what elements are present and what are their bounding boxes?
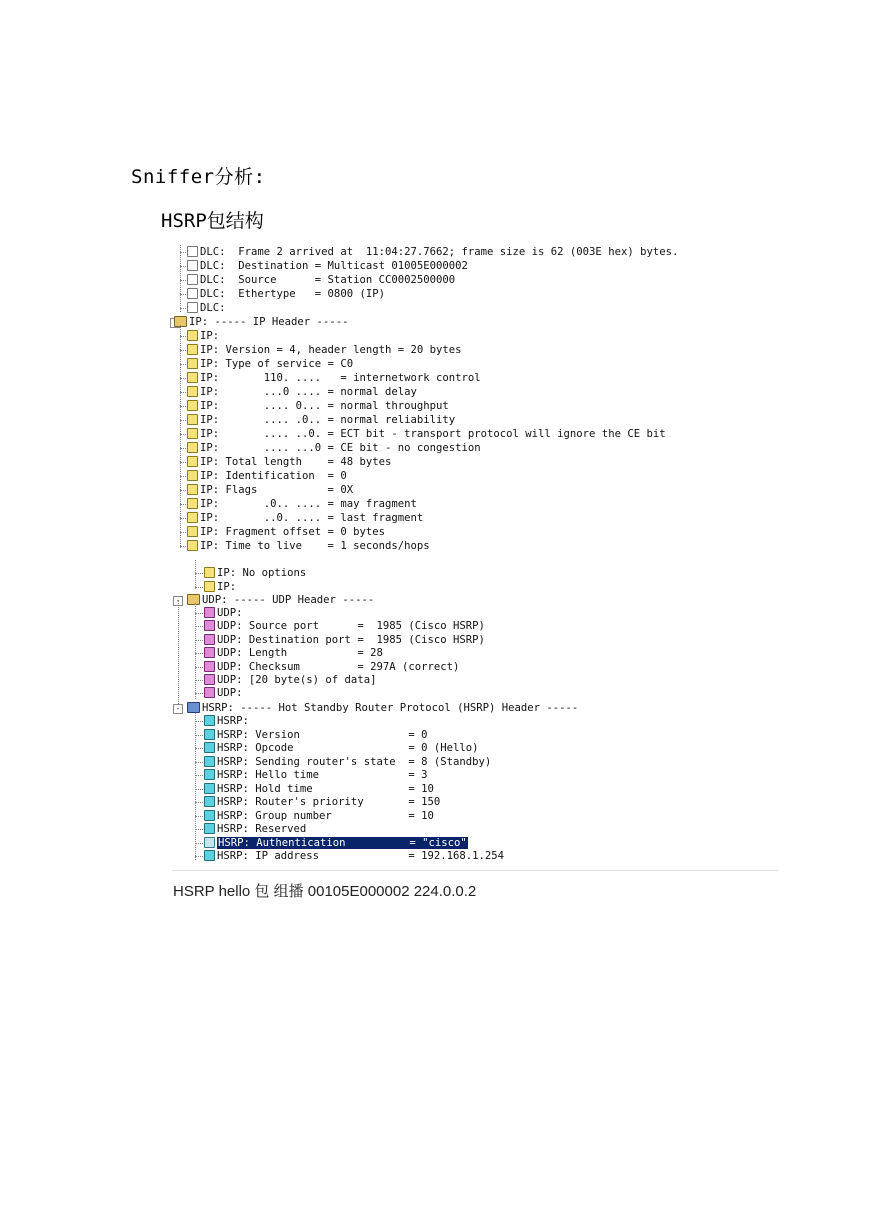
tree-connector [195, 762, 203, 763]
udp-field-row[interactable] [204, 660, 459, 674]
tree-node-label: IP: .... ..0. = ECT bit - transport protocol will ignore the CE bit [200, 428, 666, 440]
tree-node-label: DLC: Destination = Multicast 01005E000002 [200, 260, 468, 272]
tree-connector [195, 711, 196, 860]
ip-field-row[interactable] [187, 385, 417, 399]
tree-connector [195, 856, 203, 857]
tree-node-label: HSRP: Hello time = 3 [217, 769, 428, 781]
hsrp-field-row[interactable] [204, 809, 434, 823]
ip-header-row[interactable] [174, 315, 348, 329]
hsrp-field-row[interactable] [204, 755, 491, 769]
document-icon [204, 742, 215, 753]
tree-connector [180, 252, 186, 253]
tree-node-label: IP: ...0 .... = normal delay [200, 386, 417, 398]
document-icon [187, 512, 198, 523]
udp-field-row[interactable] [204, 619, 485, 633]
tree-connector [180, 350, 186, 351]
network-icon [187, 702, 200, 713]
tree-connector [180, 490, 186, 491]
tree-node-label: HSRP: Hold time = 10 [217, 782, 434, 795]
document-icon [204, 783, 215, 794]
hsrp-authentication-row[interactable] [204, 836, 468, 850]
tree-node-label: HSRP: Reserved [217, 823, 307, 835]
tree-connector [195, 721, 203, 722]
document-icon [187, 428, 198, 439]
tree-node-label: IP: .... .0.. = normal reliability [200, 414, 456, 426]
tree-node-label: IP: No options [217, 567, 307, 579]
tree-connector [195, 693, 203, 694]
tree-node-label: UDP: [20 byte(s) of data] [217, 674, 377, 686]
document-icon [204, 620, 215, 631]
document-icon [187, 386, 198, 397]
ip-field-row[interactable] [204, 566, 306, 580]
tree-connector [180, 546, 186, 547]
ip-field-row[interactable] [187, 427, 666, 441]
udp-field-row[interactable] [204, 686, 243, 700]
ip-field-row[interactable] [187, 539, 430, 553]
tree-node-label: HSRP: Opcode = 0 (Hello) [217, 742, 479, 754]
tree-connector [195, 735, 203, 736]
document-icon [187, 274, 198, 285]
tree-node-label: IP: Fragment offset = 0 bytes [200, 526, 385, 538]
document-icon [204, 634, 215, 645]
folder-icon [187, 594, 200, 605]
document-icon [204, 823, 215, 834]
tree-connector [180, 476, 186, 477]
tree-node-label: HSRP: IP address = 192.168.1.254 [217, 850, 505, 862]
tree-node-label: HSRP: ----- Hot Standby Router Protocol (HSRP) Header ----- [202, 702, 579, 714]
ip-field-row[interactable] [187, 413, 455, 427]
tree-connector [180, 448, 186, 449]
tree-connector [180, 266, 186, 267]
udp-field-row[interactable] [204, 646, 383, 660]
document-icon [187, 414, 198, 425]
ip-field-row[interactable] [187, 371, 481, 385]
hsrp-field-row[interactable] [204, 741, 479, 755]
document-icon [187, 260, 198, 271]
udp-field-row[interactable] [204, 633, 485, 647]
dlc-field-row[interactable] [187, 273, 455, 287]
document-icon [204, 661, 215, 672]
tree-connector [180, 378, 186, 379]
document-icon [187, 302, 198, 313]
ip-field-row[interactable] [187, 455, 391, 469]
document-icon [187, 456, 198, 467]
document-icon [187, 442, 198, 453]
document-icon [204, 581, 215, 592]
ip-field-row[interactable] [187, 483, 353, 497]
tree-node-label: IP: 110. .... = internetwork control [200, 372, 481, 384]
dlc-field-row[interactable] [187, 287, 385, 301]
udp-field-row[interactable] [204, 606, 243, 620]
hsrp-field-row[interactable] [204, 795, 440, 809]
ip-field-row[interactable] [187, 441, 481, 455]
document-icon [187, 470, 198, 481]
dlc-field-row[interactable] [187, 259, 468, 273]
document-icon [187, 246, 198, 257]
tree-node-label: IP: ----- IP Header ----- [189, 316, 349, 328]
tree-connector [195, 748, 203, 749]
document-icon [187, 484, 198, 495]
tree-node-label: IP: [217, 581, 237, 593]
hsrp-ip-address-row[interactable] [204, 849, 504, 863]
tree-node-label: UDP: Checksum = 297A (correct) [217, 660, 460, 673]
ip-field-row[interactable] [187, 357, 353, 371]
tree-connector [195, 560, 196, 589]
tree-connector [180, 245, 181, 312]
tree-connector [195, 829, 203, 830]
document-icon [204, 607, 215, 618]
document-icon [204, 647, 215, 658]
tree-node-label: HSRP: Authentication = "cisco" [218, 836, 467, 849]
tree-connector [195, 802, 203, 803]
hsrp-field-row[interactable] [204, 714, 249, 728]
ip-field-row[interactable] [187, 399, 449, 413]
dlc-field-row[interactable] [187, 301, 226, 315]
tree-node-label: HSRP: [217, 715, 249, 727]
document-icon [204, 687, 215, 698]
tree-connector [180, 532, 186, 533]
document-icon [187, 372, 198, 383]
ip-field-row[interactable] [187, 329, 219, 343]
document-icon [187, 498, 198, 509]
tree-node-label: IP: Type of service = C0 [200, 358, 354, 370]
ip-field-row[interactable] [187, 497, 417, 511]
hsrp-field-row[interactable] [204, 768, 427, 782]
tree-node-label: HSRP: Sending router's state = 8 (Standby) [217, 755, 492, 768]
hsrp-field-row[interactable] [204, 782, 434, 796]
tree-connector [195, 775, 203, 776]
tree-connector [180, 434, 186, 435]
tree-node-label: UDP: Destination port = 1985 (Cisco HSRP) [217, 633, 485, 646]
document-icon [187, 358, 198, 369]
tree-node-label: HSRP: Group number = 10 [217, 809, 434, 822]
hsrp-field-row[interactable] [204, 822, 306, 836]
udp-field-row[interactable] [204, 673, 376, 687]
tree-node-label: IP: Time to live = 1 seconds/hops [200, 540, 430, 552]
document-icon [187, 344, 198, 355]
tree-node-label: IP: Version = 4, header length = 20 bytes [200, 344, 462, 356]
document-icon [204, 796, 215, 807]
tree-connector [180, 364, 186, 365]
ip-field-row[interactable] [187, 343, 462, 357]
document-icon [204, 810, 215, 821]
tree-connector [180, 280, 186, 281]
caption-divider [172, 870, 778, 871]
document-icon [187, 330, 198, 341]
section-heading-sniffer: Sniffer分析: [131, 166, 266, 188]
tree-connector [195, 573, 203, 574]
hsrp-header-row[interactable] [187, 701, 578, 715]
tree-node-label: UDP: Length = 28 [217, 647, 383, 660]
collapse-hsrp-toggle[interactable]: - [173, 704, 183, 714]
tree-node-label: IP: .... ...0 = CE bit - no congestion [200, 442, 481, 454]
tree-connector [180, 406, 186, 407]
tree-node-label: IP: ..0. .... = last fragment [200, 512, 424, 524]
tree-connector [195, 587, 203, 588]
tree-node-label: UDP: [217, 687, 243, 700]
section-heading-hsrp-structure: HSRP包结构 [161, 210, 264, 232]
tree-node-label: IP: .0.. .... = may fragment [200, 498, 417, 510]
tree-connector [180, 392, 186, 393]
tree-connector [180, 420, 186, 421]
ip-field-row[interactable] [187, 525, 385, 539]
ip-field-row[interactable] [187, 511, 423, 525]
document-icon [187, 526, 198, 537]
ip-field-row[interactable] [187, 469, 347, 483]
tree-node-label: DLC: Ethertype = 0800 (IP) [200, 288, 385, 300]
checked-document-icon [204, 837, 215, 848]
tree-connector [195, 653, 203, 654]
tree-connector [195, 789, 203, 790]
tree-node-label: DLC: [200, 302, 226, 314]
figure-caption: HSRP hello 包 组播 00105E000002 224.0.0.2 [173, 883, 477, 900]
tree-node-label: IP: Flags = 0X [200, 484, 354, 496]
tree-connector [180, 462, 186, 463]
document-icon [204, 674, 215, 685]
tree-connector [195, 640, 203, 641]
tree-connector [180, 294, 186, 295]
tree-node-label: DLC: Source = Station CC0002500000 [200, 274, 456, 286]
hsrp-field-row[interactable] [204, 728, 427, 742]
tree-node-label: UDP: ----- UDP Header ----- [202, 594, 375, 606]
tree-connector [195, 680, 203, 681]
tree-connector [180, 336, 186, 337]
tree-connector [178, 600, 179, 708]
document-icon [187, 540, 198, 551]
tree-node-label: UDP: [217, 607, 243, 619]
tree-node-label: IP: Total length = 48 bytes [200, 456, 392, 468]
tree-node-label: UDP: Source port = 1985 (Cisco HSRP) [217, 620, 485, 633]
tree-node-label: IP: .... 0... = normal throughput [200, 400, 449, 412]
tree-connector [195, 603, 196, 699]
tree-connector [180, 504, 186, 505]
tree-connector [180, 518, 186, 519]
dlc-field-row[interactable] [187, 245, 678, 259]
tree-node-label: IP: Identification = 0 [200, 470, 347, 482]
document-icon [187, 288, 198, 299]
tree-node-label: IP: [200, 330, 220, 342]
collapse-udp-toggle[interactable]: - [173, 596, 183, 606]
tree-connector [195, 613, 203, 614]
tree-connector [195, 843, 203, 844]
tree-connector [180, 325, 181, 548]
tree-connector [195, 626, 203, 627]
tree-connector [195, 667, 203, 668]
udp-header-row[interactable] [187, 593, 374, 607]
document-icon [204, 567, 215, 578]
document-icon [204, 769, 215, 780]
ip-field-row[interactable] [204, 580, 236, 594]
tree-node-label: HSRP: Router's priority = 150 [217, 796, 441, 808]
document-icon [187, 400, 198, 411]
document-icon [204, 756, 215, 767]
document-icon [204, 729, 215, 740]
tree-node-label: DLC: Frame 2 arrived at 11:04:27.7662; frame size is 62 (003E hex) bytes. [200, 246, 679, 258]
tree-connector [195, 816, 203, 817]
tree-connector [180, 308, 186, 309]
document-icon [204, 715, 215, 726]
document-icon [204, 850, 215, 861]
tree-node-label: HSRP: Version = 0 [217, 728, 428, 741]
